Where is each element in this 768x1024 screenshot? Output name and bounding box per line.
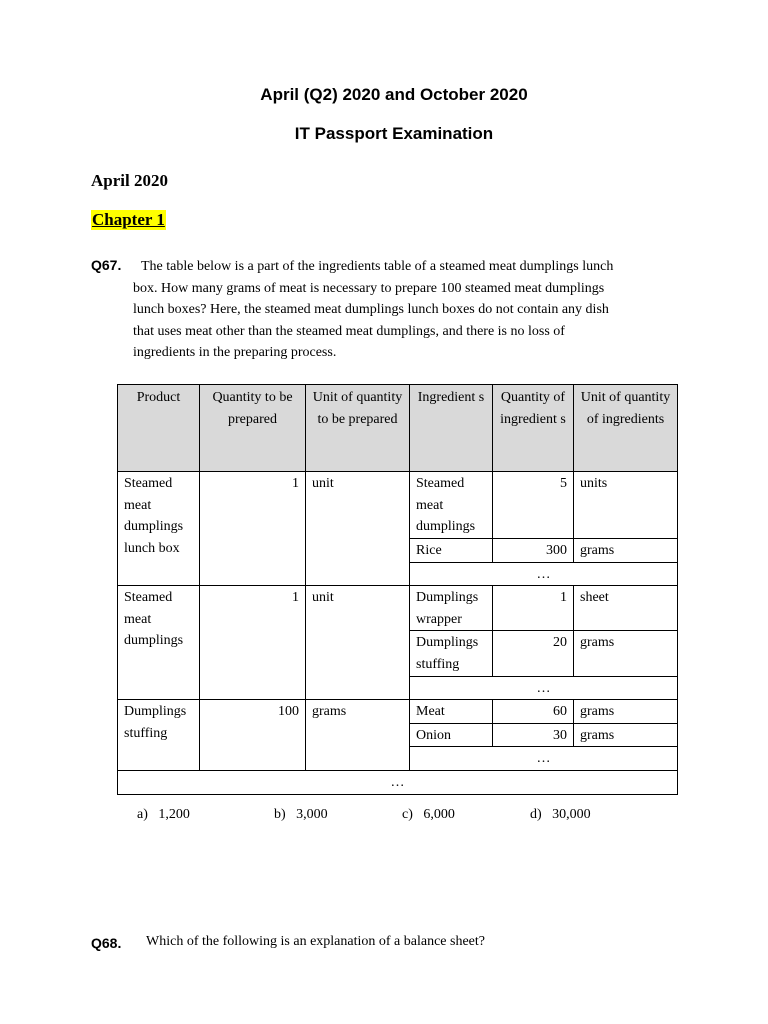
- ingredient-name: Dumplings wrapper: [410, 586, 493, 631]
- table-row: [118, 700, 678, 724]
- question-text: Which of the following is an explanation of a balance sheet?: [146, 934, 485, 949]
- answer-option-c: [402, 807, 455, 823]
- table-header-row: [118, 385, 678, 472]
- answer-letter: a): [137, 807, 148, 822]
- question-text-line: The table below is a part of the ingredients table of a steamed meat dumplings lunch: [141, 259, 614, 274]
- header-quantity: Quantity to be prepared: [200, 385, 306, 472]
- ingredients-table: [117, 384, 678, 795]
- unit-cell: grams: [306, 700, 410, 771]
- unit-cell: unit: [306, 472, 410, 586]
- answer-option-d: [530, 807, 591, 823]
- header-product: Product: [118, 385, 200, 472]
- header-ingredient-unit: Unit of quantity of ingredients: [574, 385, 678, 472]
- ellipsis-cell: …: [410, 562, 678, 586]
- chapter-heading: Chapter 1: [92, 210, 165, 229]
- ingredient-unit: units: [574, 472, 678, 539]
- ingredient-unit: grams: [574, 631, 678, 676]
- section-heading: April 2020: [91, 171, 168, 190]
- quantity-cell: 1: [200, 472, 306, 586]
- question-text-line: lunch boxes? Here, the steamed meat dumplings lunch boxes do not contain any dish: [133, 302, 609, 318]
- unit-cell: unit: [306, 586, 410, 700]
- ingredient-unit: grams: [574, 539, 678, 563]
- header-unit: Unit of quantity to be prepared: [306, 385, 410, 472]
- ellipsis-cell: …: [410, 747, 678, 771]
- ingredient-name: Meat: [410, 700, 493, 724]
- ingredient-unit: sheet: [574, 586, 678, 631]
- document-subtitle: IT Passport Examination: [294, 124, 494, 143]
- product-cell: Steamed meat dumplings lunch box: [118, 472, 200, 586]
- ingredient-name: Rice: [410, 539, 493, 563]
- question-text-line: box. How many grams of meat is necessary to prepare 100 steamed meat dumplings: [133, 280, 605, 296]
- answer-letter: c): [402, 807, 413, 822]
- quantity-cell: 100: [200, 700, 306, 771]
- header-ingredients: Ingredient s: [410, 385, 493, 472]
- answer-value: 1,200: [158, 807, 190, 822]
- question-number: Q68.: [91, 935, 122, 951]
- question-text: [133, 256, 676, 364]
- table-row: [118, 472, 678, 539]
- product-cell: Steamed meat dumplings: [118, 586, 200, 700]
- ingredient-name: Dumplings stuffing: [410, 631, 493, 676]
- answer-option-b: [274, 807, 328, 823]
- ingredient-quantity: 30: [493, 723, 574, 747]
- answer-value: 6,000: [423, 807, 455, 822]
- answer-letter: d): [530, 807, 542, 822]
- ellipsis-cell: …: [410, 676, 678, 700]
- table-row: [118, 586, 678, 631]
- ingredient-name: Steamed meat dumplings: [410, 472, 493, 539]
- ingredient-quantity: 20: [493, 631, 574, 676]
- ingredient-unit: grams: [574, 723, 678, 747]
- answer-value: 3,000: [296, 807, 328, 822]
- ingredient-quantity: 60: [493, 700, 574, 724]
- ingredient-unit: grams: [574, 700, 678, 724]
- ingredient-quantity: 300: [493, 539, 574, 563]
- ingredient-name: Onion: [410, 723, 493, 747]
- document-title: April (Q2) 2020 and October 2020: [260, 85, 528, 104]
- final-ellipsis-cell: …: [118, 770, 678, 794]
- header-ingredient-quantity: Quantity of ingredient s: [493, 385, 574, 472]
- ingredient-quantity: 1: [493, 586, 574, 631]
- ingredient-quantity: 5: [493, 472, 574, 539]
- quantity-cell: 1: [200, 586, 306, 700]
- question-text-line: ingredients in the preparing process.: [133, 345, 337, 361]
- table-row: [118, 770, 678, 794]
- question-number: Q67.: [91, 257, 122, 273]
- answer-value: 30,000: [552, 807, 591, 822]
- answer-option-a: [137, 807, 190, 823]
- answer-letter: b): [274, 807, 286, 822]
- product-cell: Dumplings stuffing: [118, 700, 200, 771]
- question-text-line: that uses meat other than the steamed meat dumplings, and there is no loss of: [133, 323, 565, 339]
